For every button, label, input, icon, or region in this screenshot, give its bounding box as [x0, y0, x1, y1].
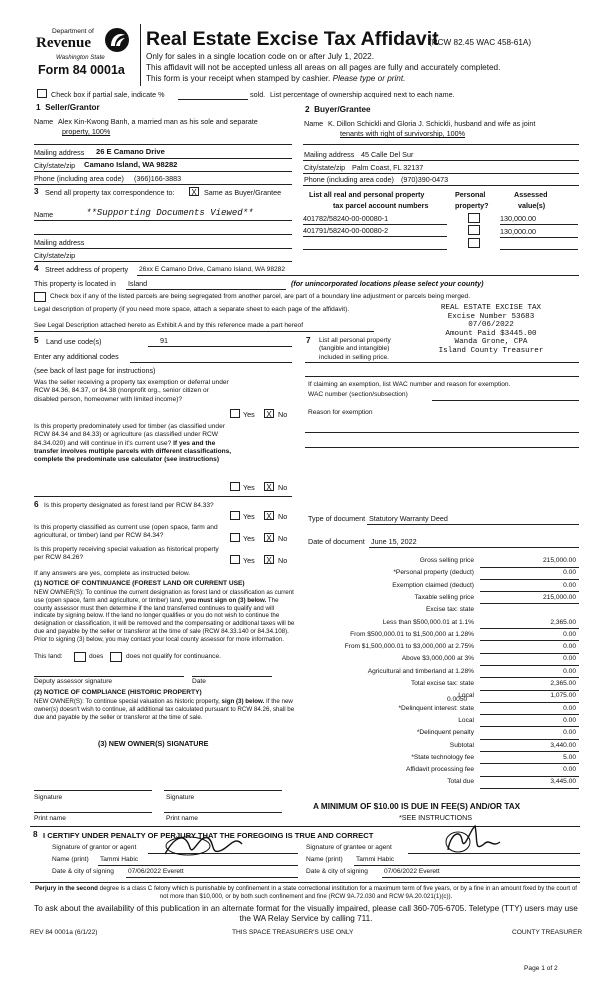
parcel-col-header-2b: property?	[455, 201, 489, 210]
grantee-name-label: Name (print)	[306, 856, 343, 863]
same-as-buyer-checkbox[interactable]: X	[189, 187, 199, 196]
tax-row-underline	[480, 726, 579, 727]
tax-row-underline	[480, 579, 579, 580]
correspondence-name-label: Name	[34, 210, 54, 219]
notice-continuance-title: (1) NOTICE OF CONTINUANCE (FOREST LAND OR CURRENT USE)	[34, 580, 245, 587]
tax-row-value[interactable]: 0.00	[563, 655, 576, 663]
tax-row-underline	[480, 567, 579, 568]
street-address-field[interactable]: 26xx E Camano Drive, Camano Island, WA 98282	[139, 266, 285, 273]
stamp-line-1: REAL ESTATE EXCISE TAX	[440, 304, 542, 312]
historic-no-checkbox[interactable]: X	[264, 555, 274, 564]
tax-row-underline	[480, 653, 579, 654]
additional-codes-label: Enter any additional codes	[34, 352, 119, 361]
timber-yes-checkbox[interactable]	[230, 482, 240, 491]
exemption-no-checkbox[interactable]: X	[264, 409, 274, 418]
notice-compliance-text: NEW OWNER(S): To continue special valuation as historic property, sign (3) below. If the new owner(s) doesn't wish to continue, all additional tax calculated pursuant to RCW 84.26, shall be due and payable by the seller or transferor at the time of sale.	[34, 698, 295, 721]
tax-row-value[interactable]: 0.00	[563, 729, 576, 737]
timber-no-label: No	[278, 483, 288, 492]
perjury-notice: Perjury in the second degree is a class C felony which is punishable by confinement in a state correctional institution for a maximum term of five years, or by a fine in an amount fixed by the court of not more than $10,000, or by both such confinement and fine (RCW 9A.72.030 and RCW 9A.20.021(1)(c)).	[34, 885, 578, 900]
tax-row-label: Affidavit processing fee	[405, 766, 474, 774]
current-use-no-checkbox[interactable]: X	[264, 533, 274, 542]
correspondence-label: Send all property tax correspondence to:	[45, 188, 175, 197]
grantor-date-field[interactable]: 07/06/2022 Everett	[128, 868, 184, 875]
tax-row-underline	[480, 677, 579, 678]
land-use-label: Land use code(s)	[46, 337, 102, 346]
forest-yes-label: Yes	[243, 512, 255, 521]
timber-question: Is this property predominately used for timber (as classified under RCW 84.34 and 84.33) or agriculture (as classified under RCW 84.34.020) and will continue in it's current use? If yes and the transfer involves multiple parcels with different classifications, complete the predominate use calculator (see instructions)	[34, 423, 232, 464]
county-treasurer-label: COUNTY TREASURER	[512, 929, 583, 936]
deputy-date-label: Date	[192, 678, 206, 685]
tax-row-value[interactable]: 0.00	[563, 643, 576, 651]
tax-row-value[interactable]: 0.00	[563, 667, 576, 675]
tax-row-underline	[480, 788, 579, 789]
legal-description-label: Legal description of property (if you need more space, attach a separate sheet to each page of the affidavit).	[34, 306, 350, 313]
tax-row-underline	[480, 690, 579, 691]
current-use-yes-label: Yes	[243, 534, 255, 543]
tax-row-underline	[480, 714, 579, 715]
deputy-assessor-label: Deputy assessor signature	[34, 678, 113, 685]
tax-row-underline	[480, 702, 579, 703]
forest-no-label: No	[278, 512, 288, 521]
timber-no-checkbox[interactable]: X	[264, 482, 274, 491]
tax-row-label: Subtotal	[449, 741, 474, 749]
tax-row-value[interactable]: 0.00	[563, 766, 576, 774]
tax-row-label: *Personal property (deduct)	[393, 569, 474, 577]
tax-row-value[interactable]: 0.00	[563, 704, 576, 712]
tax-row-label: Excise tax: state	[425, 606, 474, 614]
current-use-question: Is this property classified as current use (open space, farm and agricultural, or timber) land per RCW 84.34?	[34, 524, 218, 540]
section8-number: 8	[33, 830, 38, 839]
does-qualify-checkbox[interactable]	[74, 652, 86, 662]
tax-row-value[interactable]: 3,440.00	[550, 741, 576, 749]
tax-row-value[interactable]: 3,445.00	[550, 778, 576, 786]
historic-yes-label: Yes	[243, 556, 255, 565]
grantee-date-field[interactable]: 07/06/2022 Everett	[384, 868, 440, 875]
stamp-line-6: Island County Treasurer	[438, 346, 544, 355]
does-not-label: does not qualify for continuance.	[126, 653, 221, 660]
tax-row-label: Agricultural and timberland at 1.28%	[367, 667, 474, 675]
owner-signature-label-1: Signature	[34, 794, 63, 801]
tax-row-label: Exemption claimed (deduct)	[392, 581, 474, 589]
grantor-signature-label: Signature of grantor or agent	[52, 844, 137, 851]
tax-row-underline	[480, 603, 579, 604]
current-use-no-label: No	[278, 534, 288, 543]
tax-row-label: From $500,000.01 to $1,500,000 at 1.28%	[350, 630, 474, 638]
grantor-name-field[interactable]: Tammi Habic	[100, 856, 139, 863]
alternate-format-notice: To ask about the availability of this publication in an alternate format for the visually impaired, please call 360-705-6705. Teletype (TTY) users may use the WA Relay Service by calling 711.	[34, 904, 578, 923]
parcel-col-header-1: List all real and personal property	[309, 190, 425, 199]
does-label: does	[89, 653, 104, 660]
ownership-note: List percentage of ownership acquired next to each name.	[270, 90, 455, 99]
owner-print-name-label-1: Print name	[34, 815, 66, 822]
exemption-yes-checkbox[interactable]	[230, 409, 240, 418]
tax-row-label: *State technology fee	[411, 753, 474, 761]
notice-compliance-title: (2) NOTICE OF COMPLIANCE (HISTORIC PROPERTY)	[34, 689, 202, 696]
tax-row-value[interactable]: 0.00	[563, 581, 576, 589]
section5-number: 5	[34, 336, 39, 345]
tax-row-label: Less than $500,000.01 at 1.1%	[382, 618, 474, 626]
personal-property-label: List all personal property (tangible and intangible) included in selling price.	[319, 337, 391, 361]
header-line-1: Only for sales in a single location code on or after July 1, 2022.	[146, 52, 375, 61]
tax-row-value[interactable]: 215,000.00	[542, 557, 576, 564]
treasurer-stamp	[416, 304, 566, 356]
buyer-mailing-label: Mailing address	[304, 150, 355, 159]
correspondence-mailing-label: Mailing address	[34, 238, 85, 247]
tax-row-label: Gross selling price	[419, 557, 474, 564]
seller-name-label: Name	[34, 117, 54, 126]
owner-signature-label-2: Signature	[166, 794, 195, 801]
seller-mailing-field[interactable]: 26 E Camano Drive	[96, 147, 165, 156]
local-rate-value: 0.0050	[447, 696, 468, 703]
buyer-name-line2[interactable]: tenants with right of survivorship, 100%	[340, 129, 466, 138]
exemption-question: Was the seller receiving a property tax exemption or deferral under RCW 84.36, 84.37, or 84.38 (nonprofit org., senior citizen or disabled person, homeowner with limited income)?	[34, 379, 229, 403]
grantor-name-label: Name (print)	[52, 856, 89, 863]
form-title: Real Estate Excise Tax Affidavit	[146, 28, 439, 50]
located-in-note: (for unincorporated locations please select your county)	[291, 279, 484, 288]
rcw-reference: (RCW 82.45 WAC 458-61A)	[429, 38, 532, 47]
tax-row-underline	[480, 751, 579, 752]
section6-number: 6	[34, 500, 39, 509]
tax-row-label: Local	[458, 716, 474, 724]
partial-sale-label: Check box if partial sale, indicate %	[51, 90, 165, 99]
located-in-field[interactable]: Island	[128, 279, 148, 288]
buyer-phone-label: Phone (including area code)	[304, 175, 394, 184]
located-in-label: This property is located in	[34, 279, 116, 288]
header-line-3: This form is your receipt when stamped by cashier. Please type or print.	[146, 74, 406, 83]
document-date-field[interactable]: June 15, 2022	[371, 537, 417, 546]
stamp-line-5: Wanda Grone, CPA	[454, 338, 528, 347]
tax-row-value[interactable]: 215,000.00	[542, 593, 576, 601]
seller-city-field[interactable]: Camano Island, WA 98282	[84, 160, 178, 169]
buyer-phone-field[interactable]: (970)390-0473	[401, 175, 449, 184]
tax-row-value[interactable]: 1,075.00	[550, 692, 576, 700]
street-address-label: Street address of property	[45, 265, 129, 274]
correspondence-name-field[interactable]: **Supporting Documents Viewed**	[86, 208, 254, 218]
tax-row-underline	[480, 776, 579, 777]
see-back-note: (see back of last page for instructions)	[34, 366, 156, 375]
personal-property-checkbox-3[interactable]	[468, 238, 480, 248]
dept-line: Department of	[52, 28, 94, 35]
dor-logo-icon	[103, 26, 131, 54]
revenue-logo-text: Revenue	[36, 35, 91, 51]
grantor-date-label: Date & city of signing	[52, 868, 114, 875]
forest-land-question: Is this property designated as forest land per RCW 84.33?	[44, 502, 214, 509]
document-date-label: Date of document	[308, 537, 365, 546]
tax-row-label: Taxable selling price	[414, 593, 474, 601]
personal-property-checkbox-2[interactable]	[468, 225, 480, 235]
state-line: Washington State	[56, 54, 105, 61]
section4-number: 4	[34, 264, 39, 273]
certify-statement: I CERTIFY UNDER PENALTY OF PERJURY THAT THE FOREGOING IS TRUE AND CORRECT	[43, 831, 374, 840]
tax-row-underline	[480, 763, 579, 764]
tax-row-value[interactable]: 0.00	[563, 716, 576, 724]
correspondence-city-label: City/state/zip	[34, 251, 76, 260]
grantor-signature-mark	[160, 826, 260, 862]
seller-name-line1[interactable]: Alex Kin-Kwong Banh, a married man as his sole and separate	[58, 117, 258, 126]
grantee-name-field[interactable]: Tammi Habic	[356, 856, 395, 863]
sold-label: sold.	[250, 90, 266, 99]
forest-no-checkbox[interactable]: X	[264, 511, 274, 520]
buyer-name-line1[interactable]: K. Dillon Schickli and Gloria J. Schickli, husband and wife as joint	[328, 119, 536, 128]
minimum-fee-notice: A MINIMUM OF $10.00 IS DUE IN FEE(S) AND/OR TAX	[313, 802, 521, 811]
tax-row-value[interactable]: 2,365.00	[550, 680, 576, 687]
parcel-value-1[interactable]: 130,000.00	[500, 214, 536, 223]
stamp-line-4: Amount Paid $3445.00	[445, 329, 537, 338]
header-line-2: This affidavit will not be accepted unless all areas on all pages are fully and accurately completed.	[146, 63, 501, 72]
segregated-checkbox[interactable]	[34, 292, 46, 302]
tax-row-label: Above $3,000,000 at 3%	[401, 655, 474, 663]
legal-description-field[interactable]: See Legal Description attached hereto as Exhibit A and by this reference made a part hereof	[34, 322, 304, 329]
tax-row-underline	[480, 640, 579, 641]
tax-row-label: Local	[458, 692, 474, 700]
parcel-col-header-3b: value(s)	[518, 201, 546, 210]
page-number: Page 1 of 2	[524, 965, 558, 972]
grantee-signature-label: Signature of grantee or agent	[306, 844, 392, 851]
seller-mailing-label: Mailing address	[34, 148, 85, 157]
historic-no-label: No	[278, 556, 288, 565]
tax-row-value[interactable]: 0.00	[563, 569, 576, 577]
timber-yes-label: Yes	[243, 483, 255, 492]
seller-phone-field[interactable]: (366)166-3883	[134, 174, 182, 183]
new-owner-signature-title: (3) NEW OWNER(S) SIGNATURE	[98, 739, 209, 748]
forest-yes-checkbox[interactable]	[230, 511, 240, 520]
does-not-qualify-checkbox[interactable]	[110, 652, 122, 662]
historic-question: Is this property receiving special valuation as historical property per RCW 84.26?	[34, 546, 219, 562]
current-use-yes-checkbox[interactable]	[230, 533, 240, 542]
owner-print-name-label-2: Print name	[166, 815, 198, 822]
treasurer-use-label: THIS SPACE TREASURER'S USE ONLY	[232, 929, 354, 936]
exemption-no-label: No	[278, 410, 288, 419]
seller-heading: 1 Seller/Grantor	[36, 103, 100, 112]
form-number: Form 84 0001a	[38, 63, 125, 77]
land-use-code-field[interactable]: 91	[160, 336, 168, 345]
buyer-name-label: Name	[304, 119, 324, 128]
grantee-date-label: Date & city of signing	[306, 868, 368, 875]
tax-row-label: *Delinquent penalty	[416, 729, 474, 737]
parcel-col-header-3: Assessed	[514, 190, 548, 199]
tax-row-underline	[480, 591, 579, 592]
seller-name-line2[interactable]: property, 100%	[62, 127, 111, 136]
parcel-col-header-2: Personal	[455, 190, 486, 199]
buyer-mailing-field[interactable]: 45 Calle Del Sur	[361, 150, 414, 159]
stamp-line-2: Excise Number 53683	[447, 312, 535, 321]
tax-row-underline	[480, 628, 579, 629]
buyer-heading: 2 Buyer/Grantee	[305, 105, 371, 114]
tax-row-underline	[480, 739, 579, 740]
reason-exemption-label: Reason for exemption	[308, 409, 373, 416]
document-type-field[interactable]: Statutory Warranty Deed	[369, 514, 448, 523]
section3-number: 3	[34, 187, 39, 196]
exemption-yes-label: Yes	[243, 410, 255, 419]
tax-row-value[interactable]: 5.00	[563, 753, 576, 761]
if-yes-note: If any answers are yes, complete as instructed below.	[34, 570, 191, 577]
section7-number: 7	[306, 336, 311, 345]
notice-continuance-text: NEW OWNER(S): To continue the current designation as forest land or classification as current use (open space, farm and agriculture, or timber) land, you must sign on (3) below. The county assessor must then determine if the land transferred continues to qualify and will indicate by signing below. If the land no longer qualifies or you do not wish to continue the designation or classification, it will be removed and the compensating or additional taxes will be due and payable by the seller or transferor at the time of sale (RCW 84.33.140 or 84.34.108). Prior to signing (3) below, you may contact your local county assessor for more information.	[34, 589, 295, 643]
see-instructions-note: *SEE INSTRUCTIONS	[399, 813, 473, 822]
revision-label: REV 84 0001a (6/1/22)	[30, 929, 98, 936]
exemption-wac-label: If claiming an exemption, list WAC number and reason for exemption.	[308, 381, 511, 388]
same-as-buyer-label: Same as Buyer/Grantee	[204, 188, 282, 197]
tax-row-label: From $1,500,000.01 to $3,000,000 at 2.75%	[344, 643, 474, 651]
stamp-line-3: 07/06/2022	[468, 321, 514, 330]
tax-row-value[interactable]: 0.00	[563, 630, 576, 638]
grantee-signature-mark	[440, 820, 510, 860]
this-land-label: This land:	[34, 653, 63, 660]
buyer-city-field[interactable]: Palm Coast, FL 32137	[352, 163, 424, 172]
buyer-city-label: City/state/zip	[304, 163, 346, 172]
personal-property-checkbox-1[interactable]	[468, 213, 480, 223]
parcel-number-1[interactable]: 401782/58240-00-00080-1	[303, 214, 389, 223]
document-type-label: Type of document	[308, 514, 366, 523]
historic-yes-checkbox[interactable]	[230, 555, 240, 564]
tax-row-value[interactable]: 2,365.00	[550, 618, 576, 626]
parcel-number-2[interactable]: 401791/58240-00-00080-2	[303, 226, 389, 235]
seller-city-label: City/state/zip	[34, 161, 76, 170]
tax-row-underline	[480, 665, 579, 666]
wac-number-label: WAC number (section/subsection)	[308, 391, 408, 398]
parcel-col-header-1b: tax parcel account numbers	[333, 201, 429, 210]
parcel-value-2[interactable]: 130,000.00	[500, 227, 536, 236]
seller-phone-label: Phone (including area code)	[34, 174, 124, 183]
tax-row-label: *Delinquent interest: state	[398, 704, 474, 712]
tax-row-label: Total excise tax: state	[410, 680, 474, 687]
partial-sale-checkbox[interactable]	[37, 89, 47, 98]
segregated-label: Check box if any of the listed parcels are being segregated from another parcel, are part of a boundary line adjustment or parcels being merged.	[50, 293, 471, 300]
tax-row-label: Total due	[447, 778, 474, 786]
